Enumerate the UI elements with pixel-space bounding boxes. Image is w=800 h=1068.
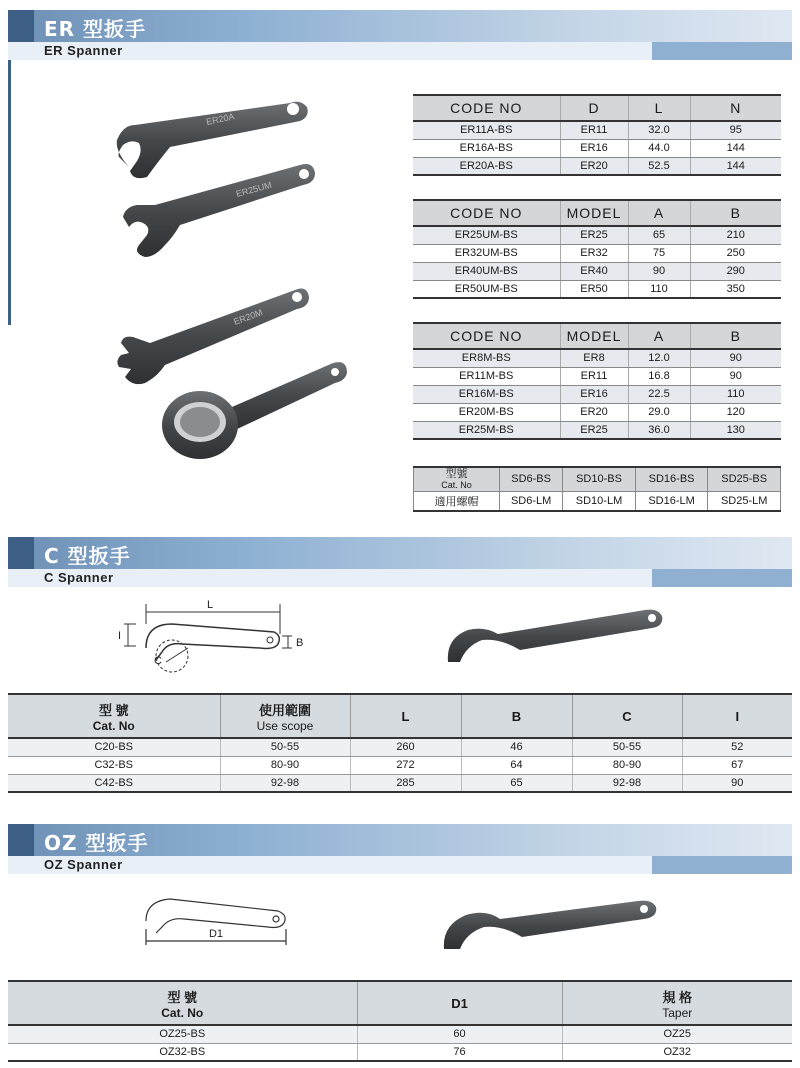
er-section-header bbox=[8, 10, 792, 60]
table-row bbox=[8, 774, 792, 792]
er-m-label: ER20M bbox=[232, 307, 264, 327]
oz-col-D1: D1 bbox=[357, 981, 562, 1025]
table-cell: ER8 bbox=[560, 349, 628, 367]
table-cell: 350 bbox=[690, 280, 781, 298]
table-row bbox=[8, 756, 792, 774]
table-cell: SD10-BS bbox=[563, 467, 636, 491]
er-spanner-illustrations bbox=[95, 85, 395, 480]
er-a-header: L bbox=[628, 95, 690, 121]
table-cell: 210 bbox=[690, 226, 781, 244]
table-cell: SD16-BS bbox=[635, 467, 708, 491]
oz-spanner-illustration bbox=[438, 897, 663, 955]
er-um-spanner bbox=[123, 164, 315, 257]
table-cell: 12.0 bbox=[628, 349, 690, 367]
table-cell: SD6-BS bbox=[500, 467, 563, 491]
table-row bbox=[413, 139, 781, 157]
table-cell: 60 bbox=[357, 1025, 562, 1043]
er-um-table bbox=[413, 199, 781, 299]
table-cell: 250 bbox=[690, 244, 781, 262]
table-cell: ER50 bbox=[560, 280, 628, 298]
table-cell: 36.0 bbox=[628, 421, 690, 439]
er-m-header: B bbox=[690, 323, 781, 349]
table-row bbox=[8, 738, 792, 756]
table-cell: SD25-BS bbox=[708, 467, 781, 491]
oz-col-catno-cn: 型 號 bbox=[167, 989, 198, 1005]
table-cell: 52.5 bbox=[628, 157, 690, 175]
table-cell: 29.0 bbox=[628, 403, 690, 421]
table-cell: 90 bbox=[690, 367, 781, 385]
oz-col-catno bbox=[8, 981, 357, 1025]
table-cell: 50-55 bbox=[572, 738, 682, 756]
table-cell: 65 bbox=[461, 774, 572, 792]
table-cell: 75 bbox=[628, 244, 690, 262]
table-cell: 22.5 bbox=[628, 385, 690, 403]
c-col-catno-cn: 型 號 bbox=[98, 702, 129, 718]
oz-col-catno-en: Cat. No bbox=[161, 1005, 204, 1020]
c-col-I: I bbox=[682, 694, 792, 738]
table-cell: ER11M-BS bbox=[413, 367, 560, 385]
table-cell: 95 bbox=[690, 121, 781, 139]
er-ring-spanner bbox=[162, 362, 347, 459]
table-cell: ER11 bbox=[560, 121, 628, 139]
table-cell: ER25 bbox=[560, 421, 628, 439]
table-cell: ER8M-BS bbox=[413, 349, 560, 367]
table-cell: 90 bbox=[690, 349, 781, 367]
table-cell: 65 bbox=[628, 226, 690, 244]
er-m-header: MODEL bbox=[560, 323, 628, 349]
table-cell: 144 bbox=[690, 157, 781, 175]
oz-col-taper-en: Taper bbox=[662, 1005, 693, 1020]
er-a-table bbox=[413, 94, 781, 176]
c-col-scope-en: Use scope bbox=[256, 718, 314, 733]
oz-section-header bbox=[8, 824, 792, 874]
table-cell: OZ25 bbox=[562, 1025, 792, 1043]
cat-label-cell bbox=[414, 467, 500, 491]
oz-spanner-table bbox=[8, 980, 792, 1062]
table-cell: 46 bbox=[461, 738, 572, 756]
table-cell: 80-90 bbox=[572, 756, 682, 774]
table-row bbox=[8, 1025, 792, 1043]
table-cell: ER25M-BS bbox=[413, 421, 560, 439]
table-cell: 67 bbox=[682, 756, 792, 774]
c-title-cn: C 型扳手 bbox=[44, 544, 131, 568]
table-cell: 110 bbox=[628, 280, 690, 298]
c-dim-L: L bbox=[206, 599, 214, 611]
c-spanner-diagram bbox=[110, 598, 320, 678]
oz-title-en: OZ Spanner bbox=[44, 857, 123, 872]
table-cell: ER40UM-BS bbox=[413, 262, 560, 280]
er-cat-table bbox=[413, 466, 781, 512]
c-title-en: C Spanner bbox=[44, 570, 114, 585]
er-a-label: ER20A bbox=[205, 111, 236, 127]
c-col-catno bbox=[8, 694, 220, 738]
cat-label-en: Cat. No bbox=[441, 479, 472, 490]
c-dim-B: B bbox=[296, 637, 304, 649]
oz-spanner-diagram bbox=[130, 893, 305, 953]
table-cell: OZ32 bbox=[562, 1043, 792, 1061]
table-row bbox=[413, 244, 781, 262]
oz-col-taper bbox=[562, 981, 792, 1025]
er-um-header: CODE NO bbox=[413, 200, 560, 226]
table-cell: ER11 bbox=[560, 367, 628, 385]
er-a-header: D bbox=[560, 95, 628, 121]
table-cell: 92-98 bbox=[220, 774, 350, 792]
table-cell: 90 bbox=[628, 262, 690, 280]
table-row bbox=[413, 157, 781, 175]
table-cell: SD6-LM bbox=[500, 491, 563, 511]
table-row bbox=[8, 1043, 792, 1061]
table-cell: 90 bbox=[682, 774, 792, 792]
er-m-spanner bbox=[117, 289, 309, 385]
table-cell: ER25 bbox=[560, 226, 628, 244]
table-cell: 120 bbox=[690, 403, 781, 421]
er-um-label: ER25UM bbox=[234, 179, 273, 199]
table-cell: SD10-LM bbox=[563, 491, 636, 511]
oz-col-taper-cn: 規 格 bbox=[662, 989, 693, 1005]
er-title-cn: ER 型扳手 bbox=[44, 17, 147, 41]
table-cell: 80-90 bbox=[220, 756, 350, 774]
table-cell: 50-55 bbox=[220, 738, 350, 756]
er-m-header: A bbox=[628, 323, 690, 349]
table-row bbox=[413, 367, 781, 385]
table-cell: 16.8 bbox=[628, 367, 690, 385]
c-spanner-table bbox=[8, 693, 792, 793]
table-cell: ER20A-BS bbox=[413, 157, 560, 175]
table-cell: ER16A-BS bbox=[413, 139, 560, 157]
table-cell: ER16M-BS bbox=[413, 385, 560, 403]
table-row bbox=[413, 226, 781, 244]
c-dim-I: I bbox=[118, 630, 122, 642]
c-col-C: C bbox=[572, 694, 682, 738]
table-cell: C32-BS bbox=[8, 756, 220, 774]
table-cell: 144 bbox=[690, 139, 781, 157]
table-cell: ER50UM-BS bbox=[413, 280, 560, 298]
table-cell: ER20M-BS bbox=[413, 403, 560, 421]
table-cell: ER16 bbox=[560, 385, 628, 403]
table-cell: ER40 bbox=[560, 262, 628, 280]
er-a-header: CODE NO bbox=[413, 95, 560, 121]
c-spanner-illustration bbox=[440, 606, 670, 668]
c-dim-C: C bbox=[154, 655, 162, 667]
table-row bbox=[413, 262, 781, 280]
oz-dim-D1: D1 bbox=[208, 928, 224, 940]
table-cell: 76 bbox=[357, 1043, 562, 1061]
table-cell: ER11A-BS bbox=[413, 121, 560, 139]
er-m-table bbox=[413, 322, 781, 440]
table-cell: OZ25-BS bbox=[8, 1025, 357, 1043]
c-col-scope bbox=[220, 694, 350, 738]
table-cell: ER32 bbox=[560, 244, 628, 262]
table-cell: C42-BS bbox=[8, 774, 220, 792]
c-col-scope-cn: 使用範圍 bbox=[258, 702, 311, 718]
er-um-header: MODEL bbox=[560, 200, 628, 226]
table-cell: C20-BS bbox=[8, 738, 220, 756]
er-um-header: B bbox=[690, 200, 781, 226]
table-cell: 260 bbox=[350, 738, 461, 756]
c-col-L: L bbox=[350, 694, 461, 738]
er-a-spanner bbox=[117, 102, 308, 178]
table-row bbox=[413, 280, 781, 298]
c-section-header bbox=[8, 537, 792, 587]
table-cell: 290 bbox=[690, 262, 781, 280]
table-cell: 130 bbox=[690, 421, 781, 439]
table-row bbox=[413, 349, 781, 367]
nut-label: 適用螺帽 bbox=[414, 491, 500, 511]
table-cell: 272 bbox=[350, 756, 461, 774]
er-a-header: N bbox=[690, 95, 781, 121]
c-col-catno-en: Cat. No bbox=[92, 718, 135, 733]
table-cell: 285 bbox=[350, 774, 461, 792]
table-row bbox=[413, 385, 781, 403]
oz-title-cn: OZ 型扳手 bbox=[44, 831, 149, 855]
table-cell: ER32UM-BS bbox=[413, 244, 560, 262]
table-row bbox=[413, 121, 781, 139]
table-row bbox=[413, 421, 781, 439]
table-cell: ER16 bbox=[560, 139, 628, 157]
table-row bbox=[413, 403, 781, 421]
table-cell: ER20 bbox=[560, 403, 628, 421]
table-cell: 92-98 bbox=[572, 774, 682, 792]
table-cell: SD25-LM bbox=[708, 491, 781, 511]
er-side-rule bbox=[8, 60, 11, 325]
table-cell: 64 bbox=[461, 756, 572, 774]
cat-label-cn: 型號 bbox=[445, 467, 468, 480]
table-cell: ER25UM-BS bbox=[413, 226, 560, 244]
table-cell: ER20 bbox=[560, 157, 628, 175]
er-m-header: CODE NO bbox=[413, 323, 560, 349]
table-cell: 110 bbox=[690, 385, 781, 403]
table-cell: 32.0 bbox=[628, 121, 690, 139]
c-col-B: B bbox=[461, 694, 572, 738]
table-cell: OZ32-BS bbox=[8, 1043, 357, 1061]
table-cell: SD16-LM bbox=[635, 491, 708, 511]
er-title-en: ER Spanner bbox=[44, 43, 123, 58]
er-um-header: A bbox=[628, 200, 690, 226]
table-cell: 44.0 bbox=[628, 139, 690, 157]
table-cell: 52 bbox=[682, 738, 792, 756]
